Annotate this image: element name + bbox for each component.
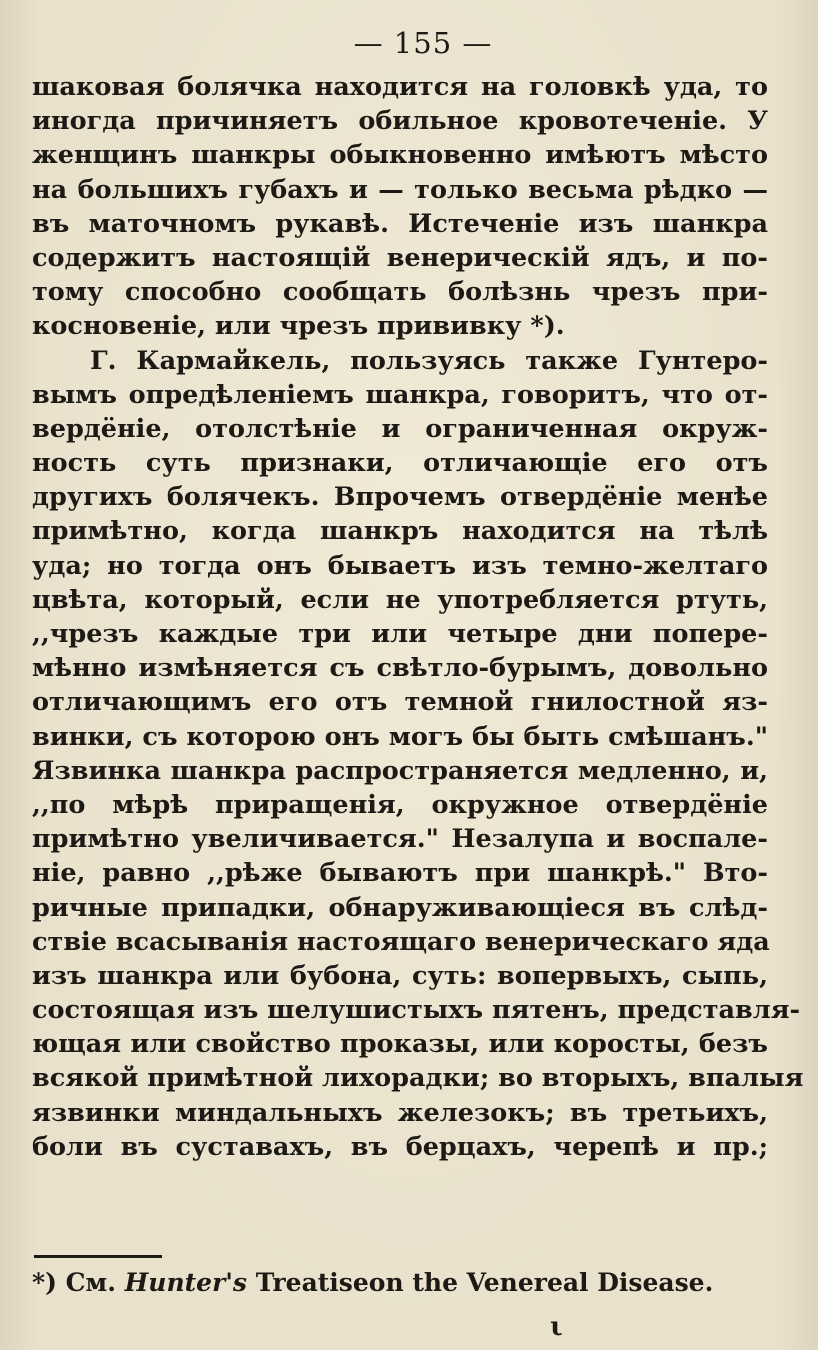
text-line: мѣнно измѣняется съ свѣтло-бурымъ, довольно [32, 653, 768, 684]
text-line: ричные припадки, обнаруживающіеся въ слѣд- [32, 892, 768, 923]
text-line: женщинъ шанкры обыкновенно имѣютъ мѣсто [32, 140, 768, 171]
text-line: косновеніе, или чрезъ прививку *). [32, 311, 565, 342]
footnote [32, 1268, 772, 1297]
text-line: на большихъ губахъ и — только весьма рѣдко — [32, 174, 768, 205]
text-line: тому способно сообщать болѣзнь чрезъ при- [32, 277, 768, 308]
text-line: ніе, равно ,,рѣже бываютъ при шанкрѣ." Вто- [32, 858, 768, 889]
text-line: шаковая болячка находится на головкѣ уда, то [32, 72, 768, 102]
text-line: цвѣта, который, если не употребляется ртуть, [32, 584, 768, 615]
text-line: ющая или свойство проказы, или коросты, безъ [32, 1029, 768, 1060]
text-line: отличающимъ его отъ темной гнилостной яз- [32, 687, 768, 718]
text-line: язвинки миндальныхъ железокъ; въ третьихъ, [32, 1097, 768, 1128]
text-line: боли въ суставахъ, въ берцахъ, черепѣ и пр.; [32, 1131, 768, 1162]
text-line: примѣтно увеличивается." Незалупа и воспале- [32, 824, 768, 855]
body-text [32, 70, 804, 1164]
text-line: состоящая изъ шелушистыхъ пятенъ, представля- [32, 995, 801, 1026]
text-line: ,,чрезъ каждые три или четыре дни попере- [32, 619, 768, 649]
text-line: содержитъ настоящій венерическій ядъ, и по- [32, 242, 768, 273]
text-line: уда; но тогда онъ бываетъ изъ темно-желтаго [32, 550, 768, 581]
footnote-author: Hunter's [124, 1268, 247, 1297]
footnote-marker: *) См. [32, 1268, 116, 1297]
text-line: всякой примѣтной лихорадки; во вторыхъ, впалыя [32, 1063, 804, 1094]
text-line: винки, съ которою онъ могъ бы быть смѣшанъ." [32, 721, 768, 752]
text-line: изъ шанкра или бубона, суть: вопервыхъ, сыпь, [32, 960, 768, 991]
text-line: примѣтно, когда шанкръ находится на тѣлѣ [32, 516, 768, 547]
text-line: вымъ опредѣленіемъ шанкра, говоритъ, что от- [32, 379, 768, 410]
page-number: — 155 — [353, 26, 493, 60]
text-line: ность суть признаки, отличающіе его отъ [32, 448, 768, 479]
signature-mark: ι [550, 1312, 563, 1342]
footnote-title: Treatiseon the Venereal Disease. [255, 1268, 714, 1297]
text-line: вердёніе, отолстѣніе и ограниченная окруж- [32, 413, 768, 444]
footnote-divider [34, 1255, 162, 1258]
text-line: ,,по мѣрѣ приращенія, окружное отвердёніе [32, 789, 768, 820]
text-line: другихъ болячекъ. Впрочемъ отвердёніе менѣе [32, 482, 768, 513]
text-line: Язвинка шанкра распространяется медленно, и, [32, 755, 768, 786]
text-line: въ маточномъ рукавѣ. Истеченіе изъ шанкра [32, 208, 768, 239]
text-line: ствіе всасыванія настоящаго венерическаго яда [32, 926, 770, 957]
text-line: иногда причиняетъ обильное кровотеченіе. У [32, 106, 768, 137]
text-line: Г. Кармайкель, пользуясь также Гунтеро- [90, 345, 768, 376]
